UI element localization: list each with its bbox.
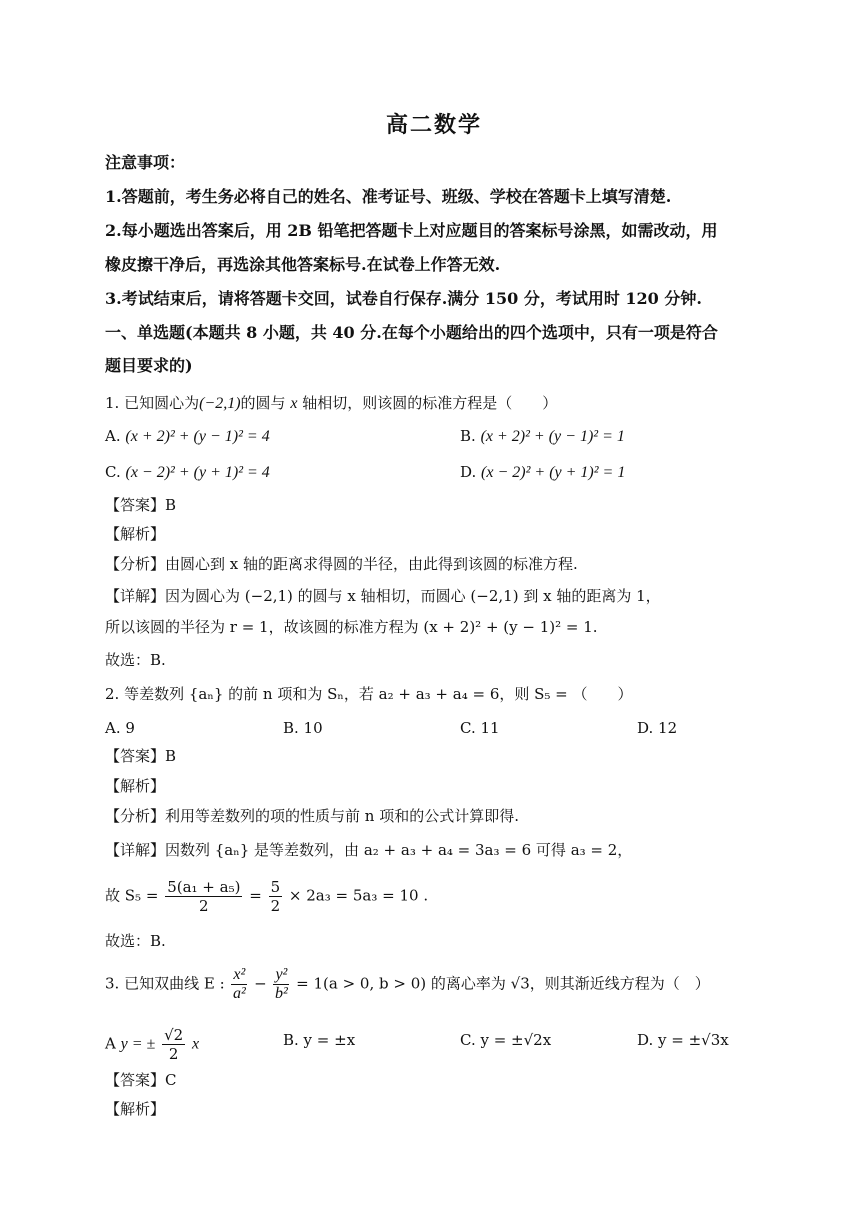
- q3-option-a-fraction: [162, 1026, 185, 1063]
- q2-fraction-1-den: 2: [199, 897, 209, 915]
- q2-sol2-pre: 故 S₅ =: [105, 886, 159, 905]
- q1-solution-1: 【详解】因为圆心为 (−2,1) 的圆与 x 轴相切，而圆心 (−2,1) 到 x 轴的距离为 1，: [105, 587, 661, 605]
- q1-option-d[interactable]: [460, 462, 625, 483]
- q3-option-d[interactable]: D. y = ±√3x: [637, 1031, 729, 1049]
- q1-option-b-label: B.: [460, 427, 476, 445]
- q2-option-b[interactable]: B. 10: [283, 719, 323, 737]
- q1-stem-c: 轴相切，则该圆的标准方程是（ ）: [302, 394, 558, 412]
- q2-option-a[interactable]: A. 9: [105, 719, 135, 737]
- q1-stem-a: 1. 已知圆心为: [105, 394, 200, 412]
- q1-option-d-text: (x − 2)² + (y + 1)² = 1: [481, 464, 626, 481]
- q1-option-c[interactable]: [105, 462, 270, 483]
- notice-item-2-cont: 橡皮擦干净后，再选涂其他答案标号.在试卷上作答无效.: [105, 255, 501, 274]
- q3-fraction-y-den: b²: [275, 985, 288, 1002]
- q1-option-c-text: (x − 2)² + (y + 1)² = 4: [125, 464, 270, 481]
- q1-answer: 【答案】B: [105, 496, 177, 514]
- q1-option-b[interactable]: [460, 426, 625, 447]
- q1-x: x: [290, 395, 298, 412]
- q1-jiexi: 【解析】: [105, 525, 166, 543]
- q2-fraction-2-den: 2: [270, 897, 281, 915]
- q2-solution-1: 【详解】因数列 {aₙ} 是等差数列，由 a₂ + a₃ + a₄ = 3a₃ = 6 可得 a₃ = 2，: [105, 841, 633, 859]
- q3-minus: −: [254, 974, 267, 993]
- q3-fraction-x-den: a²: [232, 985, 246, 1002]
- q3-fraction-x-num: x²: [233, 966, 246, 983]
- q1-choice: 故选：B.: [105, 651, 166, 669]
- q2-option-c[interactable]: C. 11: [460, 719, 500, 737]
- section-heading: 一、单选题(本题共 8 小题，共 40 分.在每个小题给出的四个选项中，只有一项是符合: [105, 323, 718, 342]
- q2-solution-2: [105, 878, 428, 915]
- q3-stem: [105, 966, 710, 1003]
- notice-item-2: 2.每小题选出答案后，用 2B 铅笔把答题卡上对应题目的答案标号涂黑，如需改动，用: [105, 221, 718, 240]
- q2-equals: =: [249, 886, 262, 905]
- q2-jiexi: 【解析】: [105, 777, 166, 795]
- q3-option-a-num: √2: [164, 1026, 184, 1044]
- q2-fraction-2: [269, 878, 283, 915]
- q2-answer: 【答案】B: [105, 747, 177, 765]
- q1-option-b-text: (x + 2)² + (y − 1)² = 1: [480, 428, 625, 445]
- notice-heading: 注意事项：: [105, 153, 186, 172]
- q3-option-b[interactable]: B. y = ±x: [283, 1031, 356, 1049]
- q3-answer: 【答案】C: [105, 1071, 177, 1089]
- q2-fraction-2-num: 5: [270, 878, 281, 896]
- section-heading-cont: 题目要求的): [105, 356, 193, 375]
- q1-option-c-label: C.: [105, 463, 121, 481]
- notice-item-1: 1.答题前，考生务必将自己的姓名、准考证号、班级、学校在答题卡上填写清楚.: [105, 187, 672, 206]
- q3-option-a-den: 2: [168, 1045, 179, 1063]
- q3-option-a-label: A: [105, 1034, 116, 1053]
- page-title: 高二数学: [385, 112, 482, 138]
- q2-option-d[interactable]: D. 12: [637, 719, 678, 737]
- q2-stem: 2. 等差数列 {aₙ} 的前 n 项和为 Sₙ，若 a₂ + a₃ + a₄ = 6，则 S₅ = （ ）: [105, 685, 633, 703]
- q1-option-a-text: (x + 2)² + (y − 1)² = 4: [125, 428, 270, 445]
- q1-option-a[interactable]: [105, 426, 270, 447]
- q3-fraction-y: [273, 966, 289, 1003]
- q1-option-d-label: D.: [460, 463, 477, 481]
- q3-option-a[interactable]: [105, 1026, 199, 1063]
- notice-item-3: 3.考试结束后，请将答题卡交回，试卷自行保存.满分 150 分，考试用时 120 分钟.: [105, 289, 702, 308]
- q1-solution-2: 所以该圆的半径为 r = 1，故该圆的标准方程为 (x + 2)² + (y − 1)² = 1.: [105, 618, 598, 636]
- q3-stem-b: = 1(a > 0, b > 0) 的离心率为 √3，则其渐近线方程为（ ）: [296, 974, 710, 993]
- q1-analysis: 【分析】由圆心到 x 轴的距离求得圆的半径，由此得到该圆的标准方程.: [105, 555, 578, 573]
- q3-option-a-pre: y = ±: [120, 1035, 156, 1053]
- q3-option-a-post: x: [191, 1035, 200, 1053]
- q1-center: (−2,1): [199, 395, 241, 412]
- q2-fraction-1: [165, 878, 242, 915]
- q3-stem-a: 3. 已知双曲线 E :: [105, 974, 225, 993]
- q3-fraction-x: [231, 966, 247, 1003]
- q3-fraction-y-num: y²: [275, 966, 288, 983]
- q1-stem-b: 的圆与: [240, 394, 286, 412]
- q2-sol2-post: × 2a₃ = 5a₃ = 10 .: [288, 886, 429, 905]
- q2-analysis: 【分析】利用等差数列的项的性质与前 n 项和的公式计算即得.: [105, 807, 519, 825]
- q2-fraction-1-num: 5(a₁ + a₅): [167, 878, 241, 896]
- q3-jiexi: 【解析】: [105, 1100, 166, 1118]
- q1-stem: [105, 393, 557, 414]
- q3-option-c[interactable]: C. y = ±√2x: [460, 1031, 552, 1049]
- q1-option-a-label: A.: [105, 427, 121, 445]
- q2-choice: 故选：B.: [105, 932, 166, 950]
